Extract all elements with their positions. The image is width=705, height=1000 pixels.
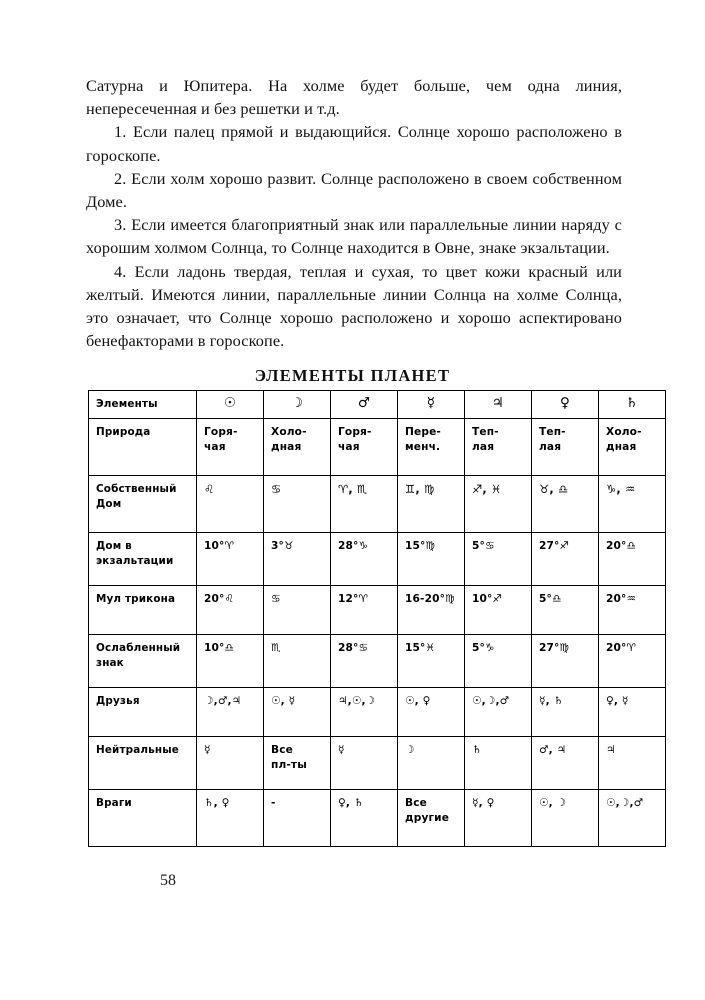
cell-value: лая	[472, 440, 495, 453]
cell-value: ♊, ♍	[405, 482, 435, 496]
table-cell	[465, 790, 532, 847]
table-cell	[532, 586, 599, 635]
table-cell	[398, 737, 465, 790]
row-label: Собственный Дом	[89, 476, 197, 533]
table-cell	[197, 790, 264, 847]
cell-value: ☿, ♄	[539, 695, 564, 707]
cell-value: 5°♎	[539, 593, 562, 605]
table-cell	[264, 476, 331, 533]
table-cell	[331, 476, 398, 533]
elements-table	[88, 390, 666, 847]
body-text	[86, 74, 622, 352]
cell-value: ♉, ♎	[539, 482, 569, 496]
cell-value: лая	[539, 440, 562, 453]
cell-value: Холо-	[271, 426, 307, 438]
table-cell	[197, 586, 264, 635]
table-cell	[532, 533, 599, 586]
cell-value: Теп-	[472, 426, 499, 438]
header-planet-saturn	[599, 391, 666, 419]
cell-value: 28°♑	[338, 540, 369, 552]
mercury-symbol-icon: ☿	[426, 395, 436, 412]
table-row	[89, 737, 666, 790]
saturn-symbol-icon: ♄	[625, 395, 639, 412]
cell-value: Горя-	[204, 426, 238, 438]
table-cell	[197, 419, 264, 476]
row-label: Природа	[89, 419, 197, 476]
cell-value: ♋	[271, 593, 281, 605]
table-cell	[197, 476, 264, 533]
table-cell	[532, 419, 599, 476]
cell-value: ♀, ♄	[338, 797, 364, 809]
cell-value: 27°♐	[539, 540, 570, 552]
cell-value: чая	[204, 440, 226, 453]
cell-value: ♂, ♃	[539, 744, 567, 756]
cell-value: ☿	[338, 744, 345, 756]
table-row	[89, 533, 666, 586]
table-cell	[398, 688, 465, 737]
cell-value: ♌	[204, 482, 215, 496]
cell-value: ♃	[606, 744, 616, 756]
table-row	[89, 586, 666, 635]
table-cell	[532, 737, 599, 790]
row-label: Нейтральные	[89, 737, 197, 790]
header-planet-venus	[532, 391, 599, 419]
cell-value: ☉, ☽	[539, 797, 567, 809]
cell-value: 16-20°♍	[405, 593, 455, 605]
cell-value: Все	[405, 797, 427, 809]
table-row	[89, 790, 666, 847]
table-row	[89, 635, 666, 688]
header-planet-moon	[264, 391, 331, 419]
paragraph-3: 3. Если имеется благоприятный знак или параллельные линии наряду с хорошим холмом Солнца, то Солнце находится в Овне, знаке экзальтации.	[86, 215, 622, 258]
table-cell	[398, 790, 465, 847]
header-planet-jupiter	[465, 391, 532, 419]
table-cell	[331, 533, 398, 586]
table-cell	[197, 533, 264, 586]
cell-value: ♀, ☿	[606, 695, 629, 707]
table-cell	[599, 533, 666, 586]
table-cell	[264, 419, 331, 476]
cell-value: дная	[606, 440, 637, 453]
table-cell	[197, 737, 264, 790]
header-planet-mars	[331, 391, 398, 419]
table-cell	[398, 476, 465, 533]
cell-value: ☿	[204, 744, 211, 756]
cell-value: 20°♈	[606, 642, 637, 654]
elements-table-wrapper	[88, 390, 644, 847]
paragraph-2: 2. Если холм хорошо развит. Солнце расположено в своем собственном Доме.	[86, 168, 622, 212]
table-cell	[532, 790, 599, 847]
mars-symbol-icon: ♂	[357, 395, 371, 412]
table-cell	[599, 790, 666, 847]
cell-value: чая	[338, 440, 360, 453]
cell-value: ♋	[271, 482, 282, 496]
table-cell	[331, 419, 398, 476]
cell-value: ☉, ☿	[271, 695, 296, 707]
cell-value: 27°♍	[539, 642, 570, 654]
cell-value: 5°♑	[472, 642, 495, 654]
cell-value: другие	[405, 811, 450, 824]
cell-value: дная	[271, 440, 302, 453]
table-body	[89, 391, 666, 847]
cell-value: ☿, ♀	[472, 797, 495, 809]
table-cell	[331, 586, 398, 635]
cell-value: Теп-	[539, 426, 566, 438]
cell-value: 10°♈	[204, 540, 235, 552]
row-label: Мул трикона	[89, 586, 197, 635]
table-cell	[331, 635, 398, 688]
page-number: 58	[160, 872, 176, 889]
table-title: ЭЛЕМЕНТЫ ПЛАНЕТ	[254, 366, 451, 385]
table-cell	[398, 586, 465, 635]
cell-value: ☉, ♀	[405, 695, 431, 707]
table-cell	[264, 586, 331, 635]
table-cell	[465, 586, 532, 635]
table-cell	[264, 533, 331, 586]
table-row	[89, 419, 666, 476]
table-cell	[398, 419, 465, 476]
paragraph-1: 1. Если палец прямой и выдающийся. Солнце хорошо расположено в гороскопе.	[86, 122, 622, 165]
cell-value: 12°♈	[338, 593, 369, 605]
table-header-row	[89, 391, 666, 419]
cell-value: Холо-	[606, 426, 642, 438]
cell-value: пл-ты	[271, 758, 307, 771]
cell-value: ♃,☉,☽	[338, 695, 376, 707]
cell-value: Все	[271, 744, 293, 756]
cell-value: ♐, ♓	[472, 482, 502, 496]
cell-value: менч.	[405, 440, 441, 453]
table-cell	[465, 476, 532, 533]
row-label: Друзья	[89, 688, 197, 737]
cell-value: ☉,☽,♂	[472, 695, 510, 707]
table-cell	[532, 635, 599, 688]
cell-value: ☉,☽,♂	[606, 797, 644, 809]
cell-value: ♑, ♒	[606, 482, 636, 496]
table-cell	[398, 533, 465, 586]
cell-value: ♏	[271, 642, 281, 654]
table-cell	[264, 635, 331, 688]
moon-symbol-icon: ☽	[290, 395, 304, 412]
table-cell	[599, 688, 666, 737]
row-label: Ослабленный знак	[89, 635, 197, 688]
cell-value: ☽,♂,♃	[204, 695, 242, 707]
table-cell	[599, 737, 666, 790]
table-cell	[465, 737, 532, 790]
table-cell	[465, 688, 532, 737]
venus-symbol-icon: ♀	[559, 395, 571, 412]
table-cell	[599, 419, 666, 476]
row-label: Враги	[89, 790, 197, 847]
paragraph-4: 4. Если ладонь твердая, теплая и сухая, то цвет кожи красный или желтый. Имеются линии, параллельные линии Солнца на холме Солнца, это означает, что Солнце хорошо расположено и хорошо аспектировано бенефакторами в гороскопе.	[86, 261, 622, 351]
table-cell	[331, 737, 398, 790]
cell-value: 10°♎	[204, 642, 235, 654]
table-cell	[197, 635, 264, 688]
table-cell	[465, 533, 532, 586]
table-cell	[532, 688, 599, 737]
cell-value: 20°♌	[204, 593, 235, 605]
table-cell	[532, 476, 599, 533]
table-cell	[331, 688, 398, 737]
header-planet-mercury	[398, 391, 465, 419]
table-cell	[398, 635, 465, 688]
table-cell	[264, 688, 331, 737]
table-cell	[599, 476, 666, 533]
cell-value: -	[271, 797, 276, 809]
table-cell	[197, 688, 264, 737]
cell-value: ♄	[472, 744, 482, 756]
table-cell	[465, 419, 532, 476]
cell-value: 28°♋	[338, 642, 369, 654]
cell-value: 10°♐	[472, 593, 503, 605]
cell-value: Пере-	[405, 426, 441, 438]
cell-value: 20°♎	[606, 540, 637, 552]
table-cell	[264, 790, 331, 847]
table-cell	[599, 635, 666, 688]
cell-value: 3°♉	[271, 540, 294, 552]
table-cell	[331, 790, 398, 847]
cell-value: 15°♓	[405, 642, 436, 654]
header-label-elements: Элементы	[89, 391, 197, 419]
table-cell	[599, 586, 666, 635]
jupiter-symbol-icon: ♃	[491, 395, 505, 412]
cell-value: 20°♒	[606, 593, 637, 605]
table-row	[89, 476, 666, 533]
table-row	[89, 688, 666, 737]
row-label: Дом в экзальтации	[89, 533, 197, 586]
cell-value: ♈, ♏	[338, 482, 368, 496]
paragraph-0: Сатурна и Юпитера. На холме будет больше, чем одна линия, непересеченная и без решетки и т.д.	[86, 76, 622, 119]
cell-value: 5°♋	[472, 540, 495, 552]
sun-symbol-icon: ☉	[223, 395, 237, 412]
cell-value: ☽	[405, 744, 415, 756]
header-planet-sun	[197, 391, 264, 419]
cell-value: 15°♍	[405, 540, 436, 552]
cell-value: ♄, ♀	[204, 797, 230, 809]
cell-value: Горя-	[338, 426, 372, 438]
table-cell	[465, 635, 532, 688]
table-cell	[264, 737, 331, 790]
